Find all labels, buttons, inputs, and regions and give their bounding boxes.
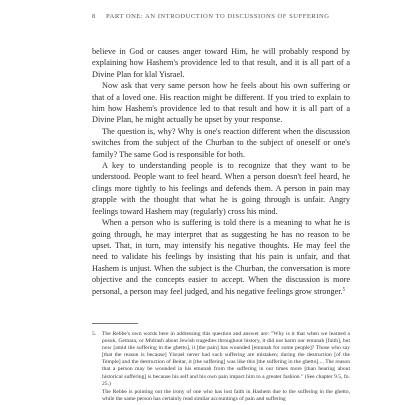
footnote-number: 5. <box>92 331 97 337</box>
body-paragraph: believe in God or causes anger toward Him, he will probably respond by explaining how Hashem's providence led to that result, and it is all part of a Divine Plan for klal Yisrael. <box>92 47 350 79</box>
footnote-text: The Rebbe's own words here in addressing this question and answer are: "Why is it that when we learned a posuk, Gemara, or Midrash about Jewish tragedies throughout history, it did not harm our emunah [faith], but now [amid the suffering in the ghetto], it [the pain] has wounded [emunah for some people]? Those who say [that the reason is because] Yisrael never had such suffering are mistaken; during the destruction [of the Temple] and the destruction of Beitar, it [the suffering] was like this [the suffering in the ghetto].... The reason that a person may be wounded in his emunah from the suffering in our times more [than hearing about historical suffering] is because his self and his own pain impact him to a greater fashion." (See chapter 9.5, fn. 25.) <box>102 331 350 387</box>
running-head <box>92 13 352 25</box>
footnotes <box>92 331 350 405</box>
body-text <box>92 46 350 297</box>
body-paragraph: Now ask that very same person how he feels about his own suffering or that of a loved one. His reaction might be different. If you tried to explain to him how Hashem's providence led to that result and how it is all part of a Divine Plan, he might actually be upset by your response. <box>92 81 350 125</box>
footnote-text: The Rebbe is pointing out the irony of one who has lost faith in Hashem due to the suffering in the ghetto, while the same person has certainly read similar accountings of pain and suffering <box>102 389 350 403</box>
body-paragraph-text: When a person who is suffering is told there is a meaning to what he is going through, he may interpret that as suggesting he has no reason to be upset. That, in turn, may intensify his negative thoughts. He may feel the need to validate his feelings by insisting that his pain is unfair, and that Hashem is unjust. When the subject is the Churban, the conversation is more objective and the concepts easier to accept. When the discussion is more personal, a person may feel judged, and his negative feelings grow stronger. <box>92 218 350 296</box>
footnote <box>92 389 350 403</box>
page-number: 8 <box>92 13 96 20</box>
running-head-title: PART ONE: AN INTRODUCTION TO DISCUSSIONS OF SUFFERING <box>106 13 330 20</box>
footnote <box>92 331 350 388</box>
footnote-reference[interactable]: 5 <box>342 286 346 292</box>
footnote-divider <box>92 323 138 324</box>
body-paragraph: A key to understanding people is to recognize that they want to be understood. People want to feel heard. When a person doesn't feel heard, he clings more tightly to his feelings and defends them. A person in pain may grapple with the thought that what he is going through is unfair. Angry feelings toward Hashem may (regularly) cross his mind. <box>92 161 350 216</box>
body-paragraph: The question is, why? Why is one's reaction different when the discussion switches from the subject of the Churban to the subject of oneself or one's family? The same God is responsible for both. <box>92 126 350 159</box>
body-paragraph <box>92 217 350 297</box>
